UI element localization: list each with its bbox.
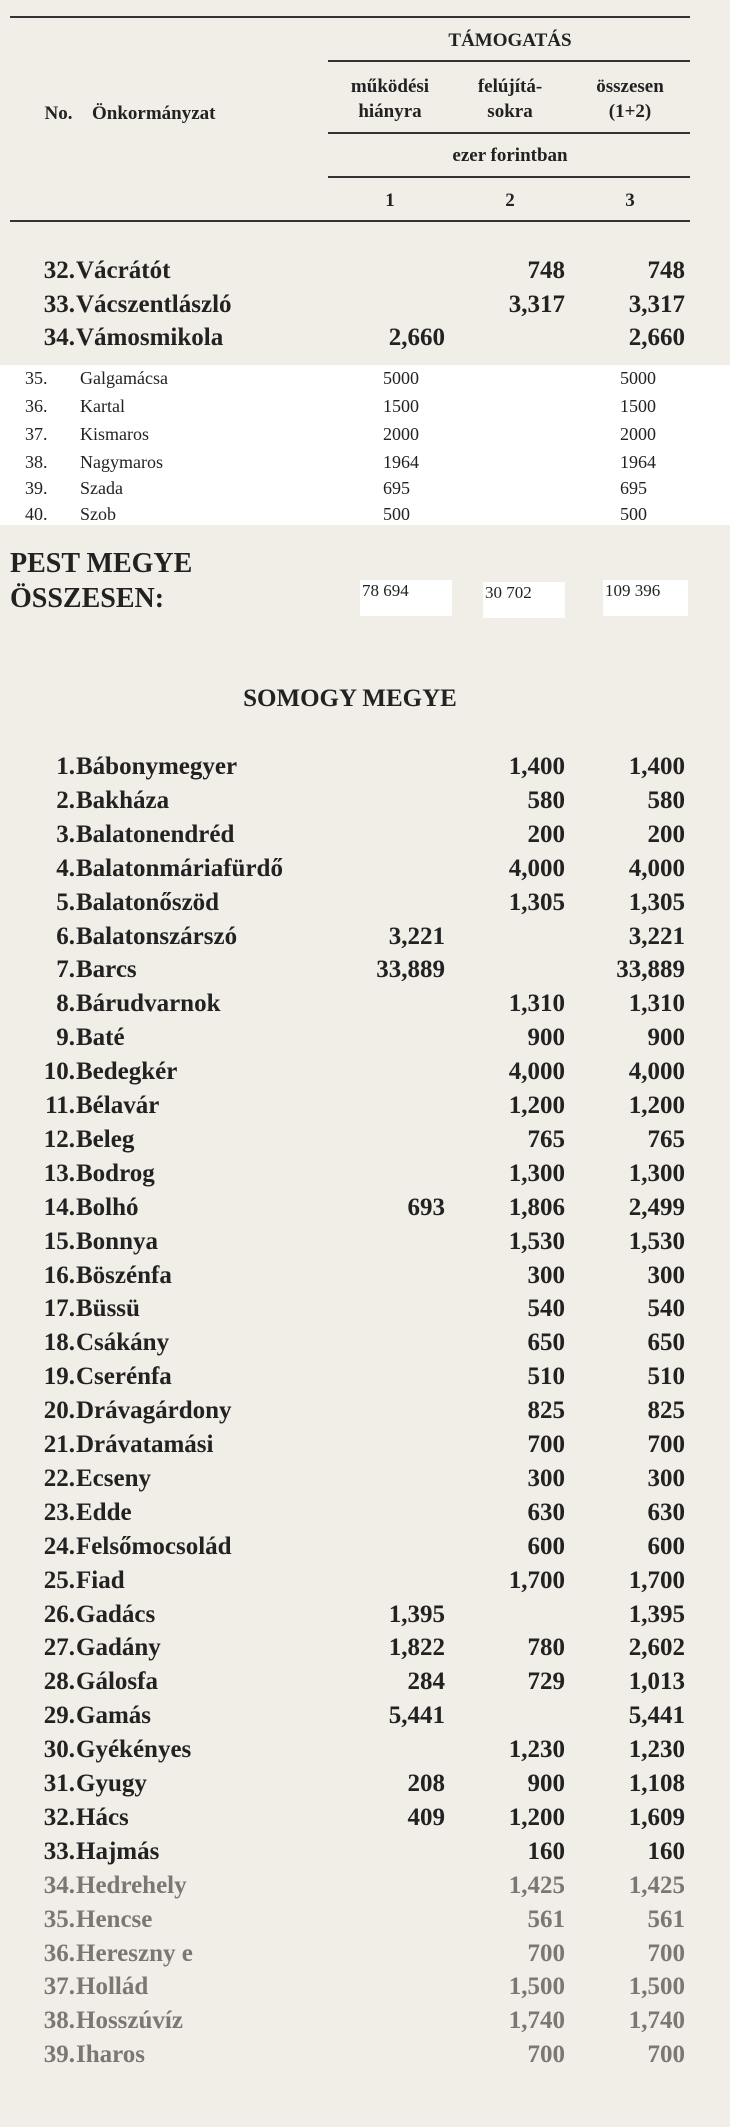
header-col2-line2: sokra	[487, 101, 533, 122]
table-row	[0, 501, 730, 527]
row-col3: 900	[647, 1024, 685, 1051]
table-row	[0, 752, 730, 782]
row-name: Hács	[76, 1804, 129, 1831]
row-name: Bedegkér	[76, 1058, 178, 1085]
row-name: Bélavár	[76, 1092, 160, 1119]
row-name: Bábonymegyer	[76, 753, 238, 780]
row-name: Böszénfa	[76, 1262, 172, 1289]
row-col2: 780	[527, 1634, 565, 1661]
row-number: 14.	[43, 1194, 75, 1221]
row-col2: 1,530	[508, 1228, 565, 1255]
pest-total-label-line2: ÖSSZESEN:	[10, 583, 165, 614]
row-number: 24.	[43, 1533, 75, 1560]
table-row	[0, 888, 730, 918]
table-row	[0, 290, 730, 320]
header-num-1: 1	[385, 190, 395, 211]
row-name: Hajmás	[76, 1838, 160, 1865]
row-name: Hereszny e	[76, 1940, 193, 1967]
row-number: 36.	[43, 1940, 75, 1967]
row-col3: 1,400	[628, 753, 685, 780]
row-col3: 1,230	[628, 1736, 685, 1763]
table-row	[0, 1328, 730, 1358]
row-col3: 510	[647, 1363, 685, 1390]
row-number: 22.	[43, 1465, 75, 1492]
pest-total-col3: 109 396	[603, 580, 688, 616]
row-col3: 700	[647, 1940, 685, 1967]
table-row	[0, 1362, 730, 1392]
table-row	[0, 449, 730, 475]
row-name: Beleg	[76, 1126, 135, 1153]
row-name: Baté	[76, 1024, 125, 1051]
row-col3: 1,530	[628, 1228, 685, 1255]
table-row	[0, 1837, 730, 1867]
row-col3: 4,000	[628, 855, 685, 882]
table-row	[0, 1701, 730, 1731]
row-number: 21.	[43, 1431, 75, 1458]
table-row	[0, 1430, 730, 1460]
row-name: Edde	[76, 1499, 132, 1526]
row-number: 10.	[43, 1058, 75, 1085]
row-name: Vámosmikola	[76, 324, 224, 351]
row-name: Bonnya	[76, 1228, 158, 1255]
row-name: Gyékényes	[76, 1736, 192, 1763]
table-row	[0, 421, 730, 447]
table-row	[0, 1227, 730, 1257]
row-col2: 510	[527, 1363, 565, 1390]
header-group-title: TÁMOGATÁS	[448, 30, 572, 51]
row-name: Bodrog	[76, 1160, 155, 1187]
table-row	[0, 1667, 730, 1697]
table-row	[0, 1532, 730, 1562]
row-name: Gálosfa	[76, 1668, 158, 1695]
row-col1: 3,221	[388, 923, 445, 950]
row-col2: 825	[527, 1397, 565, 1424]
row-col3: 748	[647, 257, 685, 284]
table-row	[0, 989, 730, 1019]
section-title: SOMOGY MEGYE	[243, 685, 457, 712]
row-col2: 700	[527, 1940, 565, 1967]
row-col3: 600	[647, 1533, 685, 1560]
row-col3: 1,310	[628, 990, 685, 1017]
header-top-rule	[10, 16, 690, 18]
row-number: 27.	[43, 1634, 75, 1661]
row-col3: 2,602	[628, 1634, 685, 1661]
row-col2: 3,317	[508, 291, 565, 318]
row-name: Hedrehely	[76, 1872, 187, 1899]
row-number: 12.	[43, 1126, 75, 1153]
row-col2: 160	[527, 1838, 565, 1865]
row-col3: 1,305	[628, 889, 685, 916]
row-number: 25.	[43, 1567, 75, 1594]
row-number: 6.	[56, 923, 75, 950]
row-name: Bolhó	[76, 1194, 139, 1221]
table-row	[0, 922, 730, 952]
row-number: 4.	[56, 855, 75, 882]
row-col3: 5000	[620, 368, 656, 388]
row-col2: 650	[527, 1329, 565, 1356]
row-number: 34.	[43, 1872, 75, 1899]
table-row	[0, 1057, 730, 1087]
row-number: 18.	[43, 1329, 75, 1356]
header-bottom-rule	[10, 220, 690, 222]
row-col1: 33,889	[376, 956, 445, 983]
row-col1: 284	[407, 1668, 445, 1695]
row-col3: 1,425	[628, 1872, 685, 1899]
row-number: 11.	[45, 1092, 75, 1119]
row-name: Drávagárdony	[76, 1397, 232, 1424]
row-name: Hosszúvíz	[76, 2007, 183, 2034]
row-col1: 208	[407, 1770, 445, 1797]
row-col3: 3,317	[628, 291, 685, 318]
row-col2: 900	[527, 1024, 565, 1051]
row-col1: 1500	[383, 396, 419, 416]
row-name: Vácrátót	[76, 257, 171, 284]
table-row	[0, 2040, 730, 2070]
row-name: Bakháza	[76, 787, 170, 814]
row-number: 26.	[43, 1601, 75, 1628]
header-col-name: Önkormányzat	[92, 103, 216, 124]
row-col3: 580	[647, 787, 685, 814]
table-row	[0, 256, 730, 286]
row-col3: 1,700	[628, 1567, 685, 1594]
header-col1-line2: hiányra	[358, 101, 422, 122]
row-name: Bárudvarnok	[76, 990, 221, 1017]
row-col2: 580	[527, 787, 565, 814]
header-cols-rule	[328, 132, 690, 134]
header-group-rule	[328, 60, 690, 62]
table-row	[0, 1600, 730, 1630]
row-col3: 1,740	[628, 2007, 685, 2034]
row-number: 34.	[43, 324, 75, 351]
table-row	[0, 1091, 730, 1121]
row-name: Szada	[80, 478, 123, 498]
header-col1-line1: működési	[350, 76, 430, 97]
row-name: Szob	[80, 504, 116, 524]
row-number: 16.	[43, 1262, 75, 1289]
row-name: Hollád	[76, 1973, 149, 2000]
row-col2: 748	[527, 257, 565, 284]
row-number: 32.	[43, 1804, 75, 1831]
row-col2: 1,700	[508, 1567, 565, 1594]
row-col3: 1,609	[628, 1804, 685, 1831]
row-col3: 1,200	[628, 1092, 685, 1119]
row-name: Cserénfa	[76, 1363, 172, 1390]
row-number: 7.	[56, 956, 75, 983]
row-col2: 1,425	[508, 1872, 565, 1899]
table-row	[0, 365, 730, 391]
table-row	[0, 955, 730, 985]
row-col2: 4,000	[508, 855, 565, 882]
row-col3: 1,395	[628, 1601, 685, 1628]
row-col3: 3,221	[628, 923, 685, 950]
row-number: 17.	[43, 1295, 75, 1322]
row-name: Hencse	[76, 1906, 153, 1933]
row-number: 30.	[43, 1736, 75, 1763]
row-col3: 700	[647, 1431, 685, 1458]
row-col1: 1964	[383, 452, 419, 472]
row-col2: 1,305	[508, 889, 565, 916]
pasted-rows-band	[0, 365, 730, 525]
row-name: Gamás	[76, 1702, 151, 1729]
row-number: 9.	[56, 1024, 75, 1051]
row-number: 3.	[56, 821, 75, 848]
row-col3: 33,889	[616, 956, 685, 983]
row-col3: 200	[647, 821, 685, 848]
row-col1: 409	[407, 1804, 445, 1831]
row-name: Büssü	[76, 1295, 140, 1322]
row-col1: 695	[383, 478, 410, 498]
table-row	[0, 1633, 730, 1663]
row-number: 33.	[43, 1838, 75, 1865]
row-col3: 825	[647, 1397, 685, 1424]
table-row	[0, 1871, 730, 1901]
row-col3: 1,500	[628, 1973, 685, 2000]
table-row	[0, 475, 730, 501]
row-col2: 1,300	[508, 1160, 565, 1187]
row-number: 5.	[56, 889, 75, 916]
row-number: 33.	[43, 291, 75, 318]
row-col3: 500	[620, 504, 647, 524]
row-col3: 1,300	[628, 1160, 685, 1187]
table-row	[0, 1803, 730, 1833]
row-col3: 1500	[620, 396, 656, 416]
row-number: 31.	[43, 1770, 75, 1797]
table-row	[0, 393, 730, 419]
row-col2: 540	[527, 1295, 565, 1322]
row-number: 35.	[25, 368, 48, 388]
row-name: Balatonmáriafürdő	[76, 855, 283, 882]
row-number: 38.	[43, 2007, 75, 2034]
table-row	[0, 1939, 730, 1969]
row-number: 20.	[43, 1397, 75, 1424]
row-col3: 4,000	[628, 1058, 685, 1085]
row-col1: 5,441	[388, 1702, 445, 1729]
row-col3: 2000	[620, 424, 656, 444]
row-col1: 693	[407, 1194, 445, 1221]
row-col2: 630	[527, 1499, 565, 1526]
table-row	[0, 1396, 730, 1426]
row-name: Iharos	[76, 2041, 146, 2068]
row-number: 2.	[56, 787, 75, 814]
row-col3: 561	[647, 1906, 685, 1933]
table-row	[0, 2006, 730, 2036]
row-number: 13.	[43, 1160, 75, 1187]
table-row	[0, 1972, 730, 2002]
row-col2: 1,310	[508, 990, 565, 1017]
row-col3: 2,660	[628, 324, 685, 351]
row-col3: 650	[647, 1329, 685, 1356]
table-row	[0, 323, 730, 353]
row-number: 32.	[43, 257, 75, 284]
row-col2: 1,740	[508, 2007, 565, 2034]
table-row	[0, 854, 730, 884]
row-name: Barcs	[76, 956, 137, 983]
row-col3: 765	[647, 1126, 685, 1153]
row-col2: 1,400	[508, 753, 565, 780]
row-col3: 540	[647, 1295, 685, 1322]
row-number: 38.	[25, 452, 48, 472]
row-col3: 160	[647, 1838, 685, 1865]
row-col1: 2000	[383, 424, 419, 444]
header-col-no: No.	[44, 103, 73, 124]
row-col3: 630	[647, 1499, 685, 1526]
header-unit: ezer forintban	[452, 145, 568, 166]
table-row	[0, 1294, 730, 1324]
row-col3: 700	[647, 2041, 685, 2068]
table-row	[0, 1498, 730, 1528]
row-number: 23.	[43, 1499, 75, 1526]
row-col3: 5,441	[628, 1702, 685, 1729]
row-col1: 2,660	[388, 324, 445, 351]
row-name: Ecseny	[76, 1465, 151, 1492]
row-col2: 600	[527, 1533, 565, 1560]
pest-total-col1: 78 694	[360, 580, 452, 616]
table-row	[0, 1905, 730, 1935]
row-col2: 1,500	[508, 1973, 565, 2000]
row-number: 8.	[56, 990, 75, 1017]
row-name: Nagymaros	[80, 452, 163, 472]
row-col2: 561	[527, 1906, 565, 1933]
table-row	[0, 1125, 730, 1155]
row-col1: 1,395	[388, 1601, 445, 1628]
header-col2-line1: felújítá-	[477, 76, 543, 97]
row-number: 29.	[43, 1702, 75, 1729]
row-name: Gadány	[76, 1634, 161, 1661]
row-col2: 1,806	[508, 1194, 565, 1221]
row-col3: 695	[620, 478, 647, 498]
row-name: Balatonőszöd	[76, 889, 220, 916]
row-number: 36.	[25, 396, 48, 416]
table-row	[0, 1261, 730, 1291]
row-col3: 1964	[620, 452, 656, 472]
table-row	[0, 1193, 730, 1223]
table-row	[0, 1159, 730, 1189]
row-name: Fiad	[76, 1567, 125, 1594]
table-row	[0, 1464, 730, 1494]
row-col3: 1,013	[628, 1668, 685, 1695]
row-number: 19.	[43, 1363, 75, 1390]
row-col1: 1,822	[388, 1634, 445, 1661]
row-number: 35.	[43, 1906, 75, 1933]
header-num-3: 3	[625, 190, 635, 211]
header-num-2: 2	[505, 190, 515, 211]
row-number: 40.	[25, 504, 48, 524]
row-number: 37.	[25, 424, 48, 444]
row-col2: 300	[527, 1262, 565, 1289]
row-col2: 900	[527, 1770, 565, 1797]
row-col2: 4,000	[508, 1058, 565, 1085]
row-name: Felsőmocsolád	[76, 1533, 232, 1560]
header-col3-line2: (1+2)	[608, 101, 652, 122]
row-name: Kartal	[80, 396, 125, 416]
row-col2: 300	[527, 1465, 565, 1492]
row-col2: 1,230	[508, 1736, 565, 1763]
row-col2: 1,200	[508, 1804, 565, 1831]
row-col2: 700	[527, 2041, 565, 2068]
row-name: Galgamácsa	[80, 368, 168, 388]
row-name: Vácszentlászló	[76, 291, 232, 318]
row-col2: 729	[527, 1668, 565, 1695]
table-row	[0, 1735, 730, 1765]
header-col3-line1: összesen	[596, 76, 664, 97]
row-number: 1.	[56, 753, 75, 780]
table-row	[0, 1023, 730, 1053]
row-name: Drávatamási	[76, 1431, 214, 1458]
row-number: 28.	[43, 1668, 75, 1695]
header-unit-rule	[328, 176, 690, 178]
table-row	[0, 786, 730, 816]
row-number: 15.	[43, 1228, 75, 1255]
row-col1: 500	[383, 504, 410, 524]
row-name: Kismaros	[80, 424, 149, 444]
row-col2: 765	[527, 1126, 565, 1153]
row-number: 39.	[43, 2041, 75, 2068]
row-name: Gadács	[76, 1601, 156, 1628]
row-name: Gyugy	[76, 1770, 147, 1797]
row-col3: 1,108	[628, 1770, 685, 1797]
row-number: 39.	[25, 478, 48, 498]
row-name: Balatonszárszó	[76, 923, 238, 950]
table-row	[0, 1769, 730, 1799]
row-col2: 700	[527, 1431, 565, 1458]
row-name: Csákány	[76, 1329, 170, 1356]
row-col1: 5000	[383, 368, 419, 388]
table-row	[0, 820, 730, 850]
pest-total-label-line1: PEST MEGYE	[10, 548, 193, 579]
table-row	[0, 1566, 730, 1596]
row-col3: 300	[647, 1262, 685, 1289]
row-col3: 2,499	[628, 1194, 685, 1221]
row-col2: 200	[527, 821, 565, 848]
row-col2: 1,200	[508, 1092, 565, 1119]
row-name: Balatonendréd	[76, 821, 235, 848]
row-col3: 300	[647, 1465, 685, 1492]
row-number: 37.	[43, 1973, 75, 2000]
pest-total-col2: 30 702	[483, 582, 565, 618]
